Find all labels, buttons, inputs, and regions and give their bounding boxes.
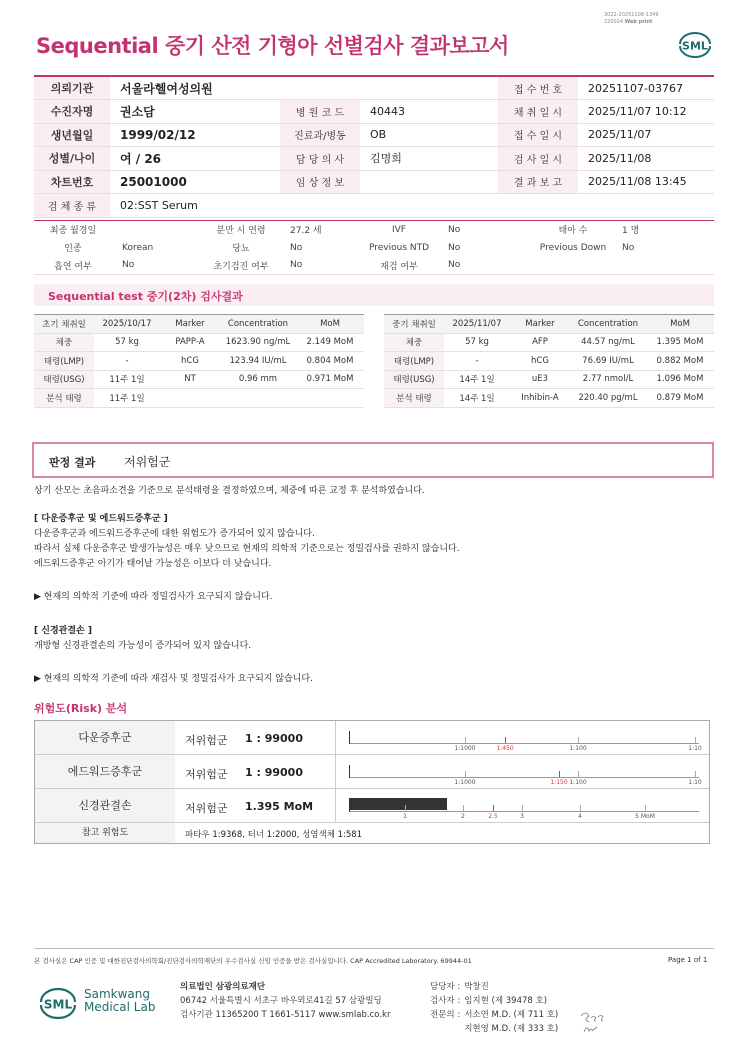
table-cell: 1623.90 ng/mL (220, 333, 296, 352)
staff-role: 검사자 : (430, 996, 461, 1006)
field-value: No (290, 242, 303, 253)
field-label: 분만 시 연령 (202, 221, 280, 239)
risk-reference-row (35, 823, 709, 843)
staff-role: 전문의 : (430, 1010, 461, 1020)
column-header: 초기 채취일 (34, 315, 94, 334)
risk-row (35, 789, 709, 823)
table-cell: 2.77 nmol/L (570, 370, 646, 389)
verdict-box (32, 442, 714, 478)
table-cell: 1.395 MoM (646, 333, 714, 352)
scale-line (349, 777, 699, 778)
scale-label: 1 (403, 813, 407, 820)
scale-tick (578, 771, 579, 777)
table-row (384, 333, 714, 352)
field-value: No (112, 257, 202, 275)
scale-label: 1:100 (569, 745, 587, 752)
svg-text:SML: SML (43, 997, 73, 1012)
divider (335, 789, 336, 822)
text-advice: ▶ 현재의 의학적 기준에 따라 재검사 및 정밀검사가 요구되지 않습니다. (34, 674, 313, 684)
field-label: 당뇨 (232, 244, 250, 254)
column-header: Marker (510, 315, 570, 334)
institution-info: 의료법인 삼광의료재단 06742 서울특별시 서초구 바우뫼로41길 57 삼광빌딩 검사기관 11365200 T 1661-5117 www.smlab.co.kr (180, 982, 391, 1020)
maternal-row (34, 239, 714, 257)
table-row (34, 333, 364, 352)
divider (335, 721, 336, 754)
field-value: 20251107-03767 (578, 76, 714, 100)
table-cell: AFP (510, 333, 570, 352)
table-cell: 14주 1일 (444, 370, 510, 389)
field-label: 담 당 의 사 (280, 147, 360, 171)
scale-tick (465, 771, 466, 777)
table-cell: 11주 1일 (94, 389, 160, 408)
sml-logo-icon (38, 986, 78, 1022)
staff-name: 임지현 (제 39478 호) (464, 996, 548, 1006)
table-cell (296, 389, 364, 408)
footer-note: 본 검사실은 CAP 인증 및 대한진단검사의학회/진단검사의학재단의 우수검사실 신임 인증을 받은 검사실입니다. CAP Accredited Laboratory. 69944-01 (34, 957, 472, 965)
field-value: 서울라헬여성의원 (110, 76, 280, 100)
field-value: 2025/11/08 13:45 (578, 170, 714, 194)
table-cell: 11주 1일 (94, 370, 160, 389)
field-label: 흡연 여부 (34, 257, 112, 275)
field-value: 25001000 (110, 170, 280, 194)
field-label: 초기검진 여부 (202, 257, 280, 275)
risk-value: 1 : 99000 (245, 732, 303, 745)
table-cell: - (444, 352, 510, 371)
field-value (360, 76, 498, 100)
field-value: 2025/11/07 10:12 (578, 100, 714, 124)
field-value: 여 / 26 (110, 147, 280, 171)
risk-row (35, 755, 709, 789)
table-cell: 0.971 MoM (296, 370, 364, 389)
field-label: Previous Down (539, 242, 607, 253)
field-label: 의뢰기관 (34, 76, 110, 100)
risk-name: 다운증후군 (35, 721, 175, 754)
table-cell: 57 kg (94, 333, 160, 352)
footer-divider (34, 948, 714, 949)
risk-status: 저위험군 (185, 802, 228, 815)
field-value: No (438, 257, 534, 275)
scale-start (349, 765, 350, 778)
results-header-row (384, 315, 714, 334)
field-label: Previous NTD (368, 242, 430, 253)
field-value: No (622, 242, 635, 253)
mom-bar (349, 798, 447, 810)
table-cell: 220.40 pg/mL (570, 389, 646, 408)
table-cell: 0.879 MoM (646, 389, 714, 408)
page-number: Page 1 of 1 (668, 956, 708, 964)
column-header: 2025/11/07 (444, 315, 510, 334)
verdict-label: 판정 결과 (49, 456, 96, 469)
staff-name: 지현영 M.D. (제 333 호) (464, 1024, 559, 1034)
table-cell: 체중 (34, 333, 94, 352)
field-value: 권소담 (110, 100, 280, 124)
scale-tick (505, 737, 506, 743)
scale-label: 1:100 (569, 779, 587, 786)
table-cell: 태령(LMP) (34, 352, 94, 371)
field-label: 차트번호 (34, 170, 110, 194)
scale-tick (559, 771, 560, 777)
patient-row (34, 100, 714, 124)
text-line: 다운증후군과 에드워드증후군에 대한 위험도가 증가되어 있지 않습니다. (34, 529, 315, 539)
maternal-row (34, 257, 714, 275)
scale-label: 1:450 (496, 745, 514, 752)
field-label: 생년월일 (34, 123, 110, 147)
risk-title: 위험도(Risk) 분석 (34, 702, 128, 715)
patient-row (34, 194, 714, 218)
scale-tick (465, 737, 466, 743)
staff-list (428, 980, 560, 1036)
patient-row (34, 170, 714, 194)
reference-value: 파타우 1:9368, 터너 1:2000, 성염색체 1:581 (185, 830, 363, 840)
field-value: 2025/11/08 (578, 147, 714, 171)
risk-status: 저위험군 (185, 734, 228, 747)
text-summary: 상기 산모는 초음파소견을 기준으로 분석태령을 결정하였으며, 체중에 따른 교정 후 분석하였습니다. (34, 486, 425, 496)
risk-name: 신경관결손 (35, 789, 175, 822)
report-title: Sequential 중기 산전 기형아 선별검사 결과보고서 (36, 34, 509, 58)
table-row (34, 370, 364, 389)
field-value (578, 194, 714, 218)
scale-tick (580, 805, 581, 811)
scale-tick (463, 805, 464, 811)
risk-status: 저위험군 (185, 768, 228, 781)
field-value (360, 170, 498, 194)
field-label (280, 194, 360, 218)
scale-tick (405, 805, 406, 811)
table-cell: 태령(USG) (34, 370, 94, 389)
risk-table (34, 720, 710, 844)
field-label: IVF (360, 221, 438, 239)
table-cell: Inhibin-A (510, 389, 570, 408)
field-value: Korean (122, 242, 154, 253)
field-label: 인종 (64, 244, 82, 254)
scale-label: 4 (578, 813, 582, 820)
staff-role (428, 1022, 462, 1036)
section-header: Sequential test 중기(2차) 검사결과 (34, 284, 714, 306)
scale-start (349, 731, 350, 744)
scale-label: 2.5 (488, 813, 498, 820)
table-cell: 14주 1일 (444, 389, 510, 408)
field-label (534, 257, 612, 275)
logo-text: Samkwang Medical Lab (84, 987, 156, 1014)
field-label: 진료과/병동 (280, 123, 360, 147)
field-value: OB (360, 123, 498, 147)
table-cell: 태령(USG) (384, 370, 444, 389)
risk-value: 1 : 99000 (245, 766, 303, 779)
column-header: 중기 채취일 (384, 315, 444, 334)
table-cell: 1.096 MoM (646, 370, 714, 389)
field-value: 2025/11/07 (578, 123, 714, 147)
svg-text:SML: SML (682, 39, 708, 53)
scale-label: 1:10 (688, 779, 702, 786)
table-cell: 57 kg (444, 333, 510, 352)
table-cell: 0.96 mm (220, 370, 296, 389)
field-value: 40443 (360, 100, 498, 124)
table-cell: hCG (160, 352, 220, 371)
risk-row (35, 721, 709, 755)
table-cell: 76.69 IU/mL (570, 352, 646, 371)
results-table-first (34, 314, 364, 408)
field-value: 김명희 (360, 147, 498, 171)
staff-name: 서소연 M.D. (제 711 호) (464, 1010, 559, 1020)
table-cell: hCG (510, 352, 570, 371)
scale-label: 1:1000 (454, 745, 476, 752)
table-cell: PAPP-A (160, 333, 220, 352)
table-row (34, 352, 364, 371)
field-label: 결 과 보 고 (498, 170, 578, 194)
table-cell (220, 389, 296, 408)
table-row (384, 370, 714, 389)
table-cell: NT (160, 370, 220, 389)
field-value: No (438, 221, 534, 239)
scale-tick (578, 737, 579, 743)
scale-line (349, 743, 699, 744)
column-header: MoM (296, 315, 364, 334)
maternal-row (34, 221, 714, 239)
scale-tick (695, 737, 696, 743)
scale-label: 1:1000 (454, 779, 476, 786)
verdict-value: 저위험군 (124, 455, 171, 469)
field-label (280, 76, 360, 100)
table-cell: - (94, 352, 160, 371)
field-label: 검 사 일 시 (498, 147, 578, 171)
field-value: 27.2 세 (280, 221, 360, 239)
text-heading-down: [ 다운증후군 및 에드워드증후군 ] (34, 514, 168, 524)
scale-label: 1:150 (550, 779, 568, 786)
divider (335, 755, 336, 788)
scale-label: 1:10 (688, 745, 702, 752)
risk-value: 1.395 MoM (245, 800, 314, 813)
results-table-second (384, 314, 714, 408)
patient-info-table (34, 75, 714, 218)
field-value: 02:SST Serum (110, 194, 280, 218)
column-header: 2025/10/17 (94, 315, 160, 334)
table-cell: 체중 (384, 333, 444, 352)
field-label: 임 상 정 보 (280, 170, 360, 194)
samkwang-logo (38, 986, 156, 1026)
patient-row (34, 147, 714, 171)
report-code: 3022-20251108-1349 220024 Web print (604, 12, 659, 25)
field-label: 병 원 코 드 (280, 100, 360, 124)
scale-line (349, 811, 699, 812)
field-label: 접 수 일 시 (498, 123, 578, 147)
table-cell: 0.804 MoM (296, 352, 364, 371)
scale-label: 2 (461, 813, 465, 820)
table-cell: 태령(LMP) (384, 352, 444, 371)
column-header: Concentration (570, 315, 646, 334)
field-label: 성별/나이 (34, 147, 110, 171)
scale-label: 5 MoM (635, 813, 655, 820)
scale-tick (695, 771, 696, 777)
table-row (384, 389, 714, 408)
field-value: 1 명 (612, 221, 714, 239)
table-cell: 44.57 ng/mL (570, 333, 646, 352)
patient-row (34, 123, 714, 147)
text-advice: ▶ 현재의 의학적 기준에 따라 정밀검사가 요구되지 않습니다. (34, 592, 273, 602)
field-label: 태아 수 (534, 221, 612, 239)
table-cell: 123.94 IU/mL (220, 352, 296, 371)
field-value (112, 221, 202, 239)
table-cell: 분석 태령 (34, 389, 94, 408)
column-header: Concentration (220, 315, 296, 334)
text-line: 따라서 실제 다운증후군 발생가능성은 매우 낮으므로 현재의 의학적 기준으로는 정밀검사를 권하지 않습니다. (34, 544, 460, 554)
field-value: 1999/02/12 (110, 123, 280, 147)
field-value (360, 194, 498, 218)
scale-tick (522, 805, 523, 811)
scale-tick (645, 805, 646, 811)
table-cell: 0.882 MoM (646, 352, 714, 371)
field-label: 재검 여부 (360, 257, 438, 275)
table-cell: 2.149 MoM (296, 333, 364, 352)
staff-role: 담당자 : (430, 982, 461, 992)
staff-row (428, 1008, 560, 1022)
field-value: No (448, 242, 461, 253)
field-label: 채 취 일 시 (498, 100, 578, 124)
field-label: 접 수 번 호 (498, 76, 578, 100)
staff-name: 박창진 (464, 982, 489, 992)
maternal-info-table (34, 220, 714, 275)
table-cell: 분석 태령 (384, 389, 444, 408)
text-line: 에드워드증후군 아기가 태어날 가능성은 이보다 더 낮습니다. (34, 559, 272, 569)
field-label: 수진자명 (34, 100, 110, 124)
patient-row (34, 76, 714, 100)
table-cell: uE3 (510, 370, 570, 389)
staff-row (428, 980, 560, 994)
field-value: No (280, 257, 360, 275)
table-row (384, 352, 714, 371)
column-header: MoM (646, 315, 714, 334)
signature-icon (578, 1008, 608, 1038)
field-label (498, 194, 578, 218)
field-value (612, 257, 714, 275)
risk-name: 에드워드증후군 (35, 755, 175, 788)
column-header: Marker (160, 315, 220, 334)
text-line: 개방형 신경관결손의 가능성이 증가되어 있지 않습니다. (34, 641, 252, 651)
field-label: 검 체 종 류 (34, 194, 110, 218)
results-header-row (34, 315, 364, 334)
scale-label: 3 (520, 813, 524, 820)
table-cell (160, 389, 220, 408)
text-heading-ntd: [ 신경관결손 ] (34, 626, 92, 636)
reference-label: 참고 위험도 (35, 823, 175, 843)
scale-tick (493, 805, 494, 811)
sml-logo-icon (676, 30, 714, 60)
staff-row (428, 1022, 560, 1036)
table-row (34, 389, 364, 408)
staff-row (428, 994, 560, 1008)
field-label: 최종 월경일 (34, 221, 112, 239)
